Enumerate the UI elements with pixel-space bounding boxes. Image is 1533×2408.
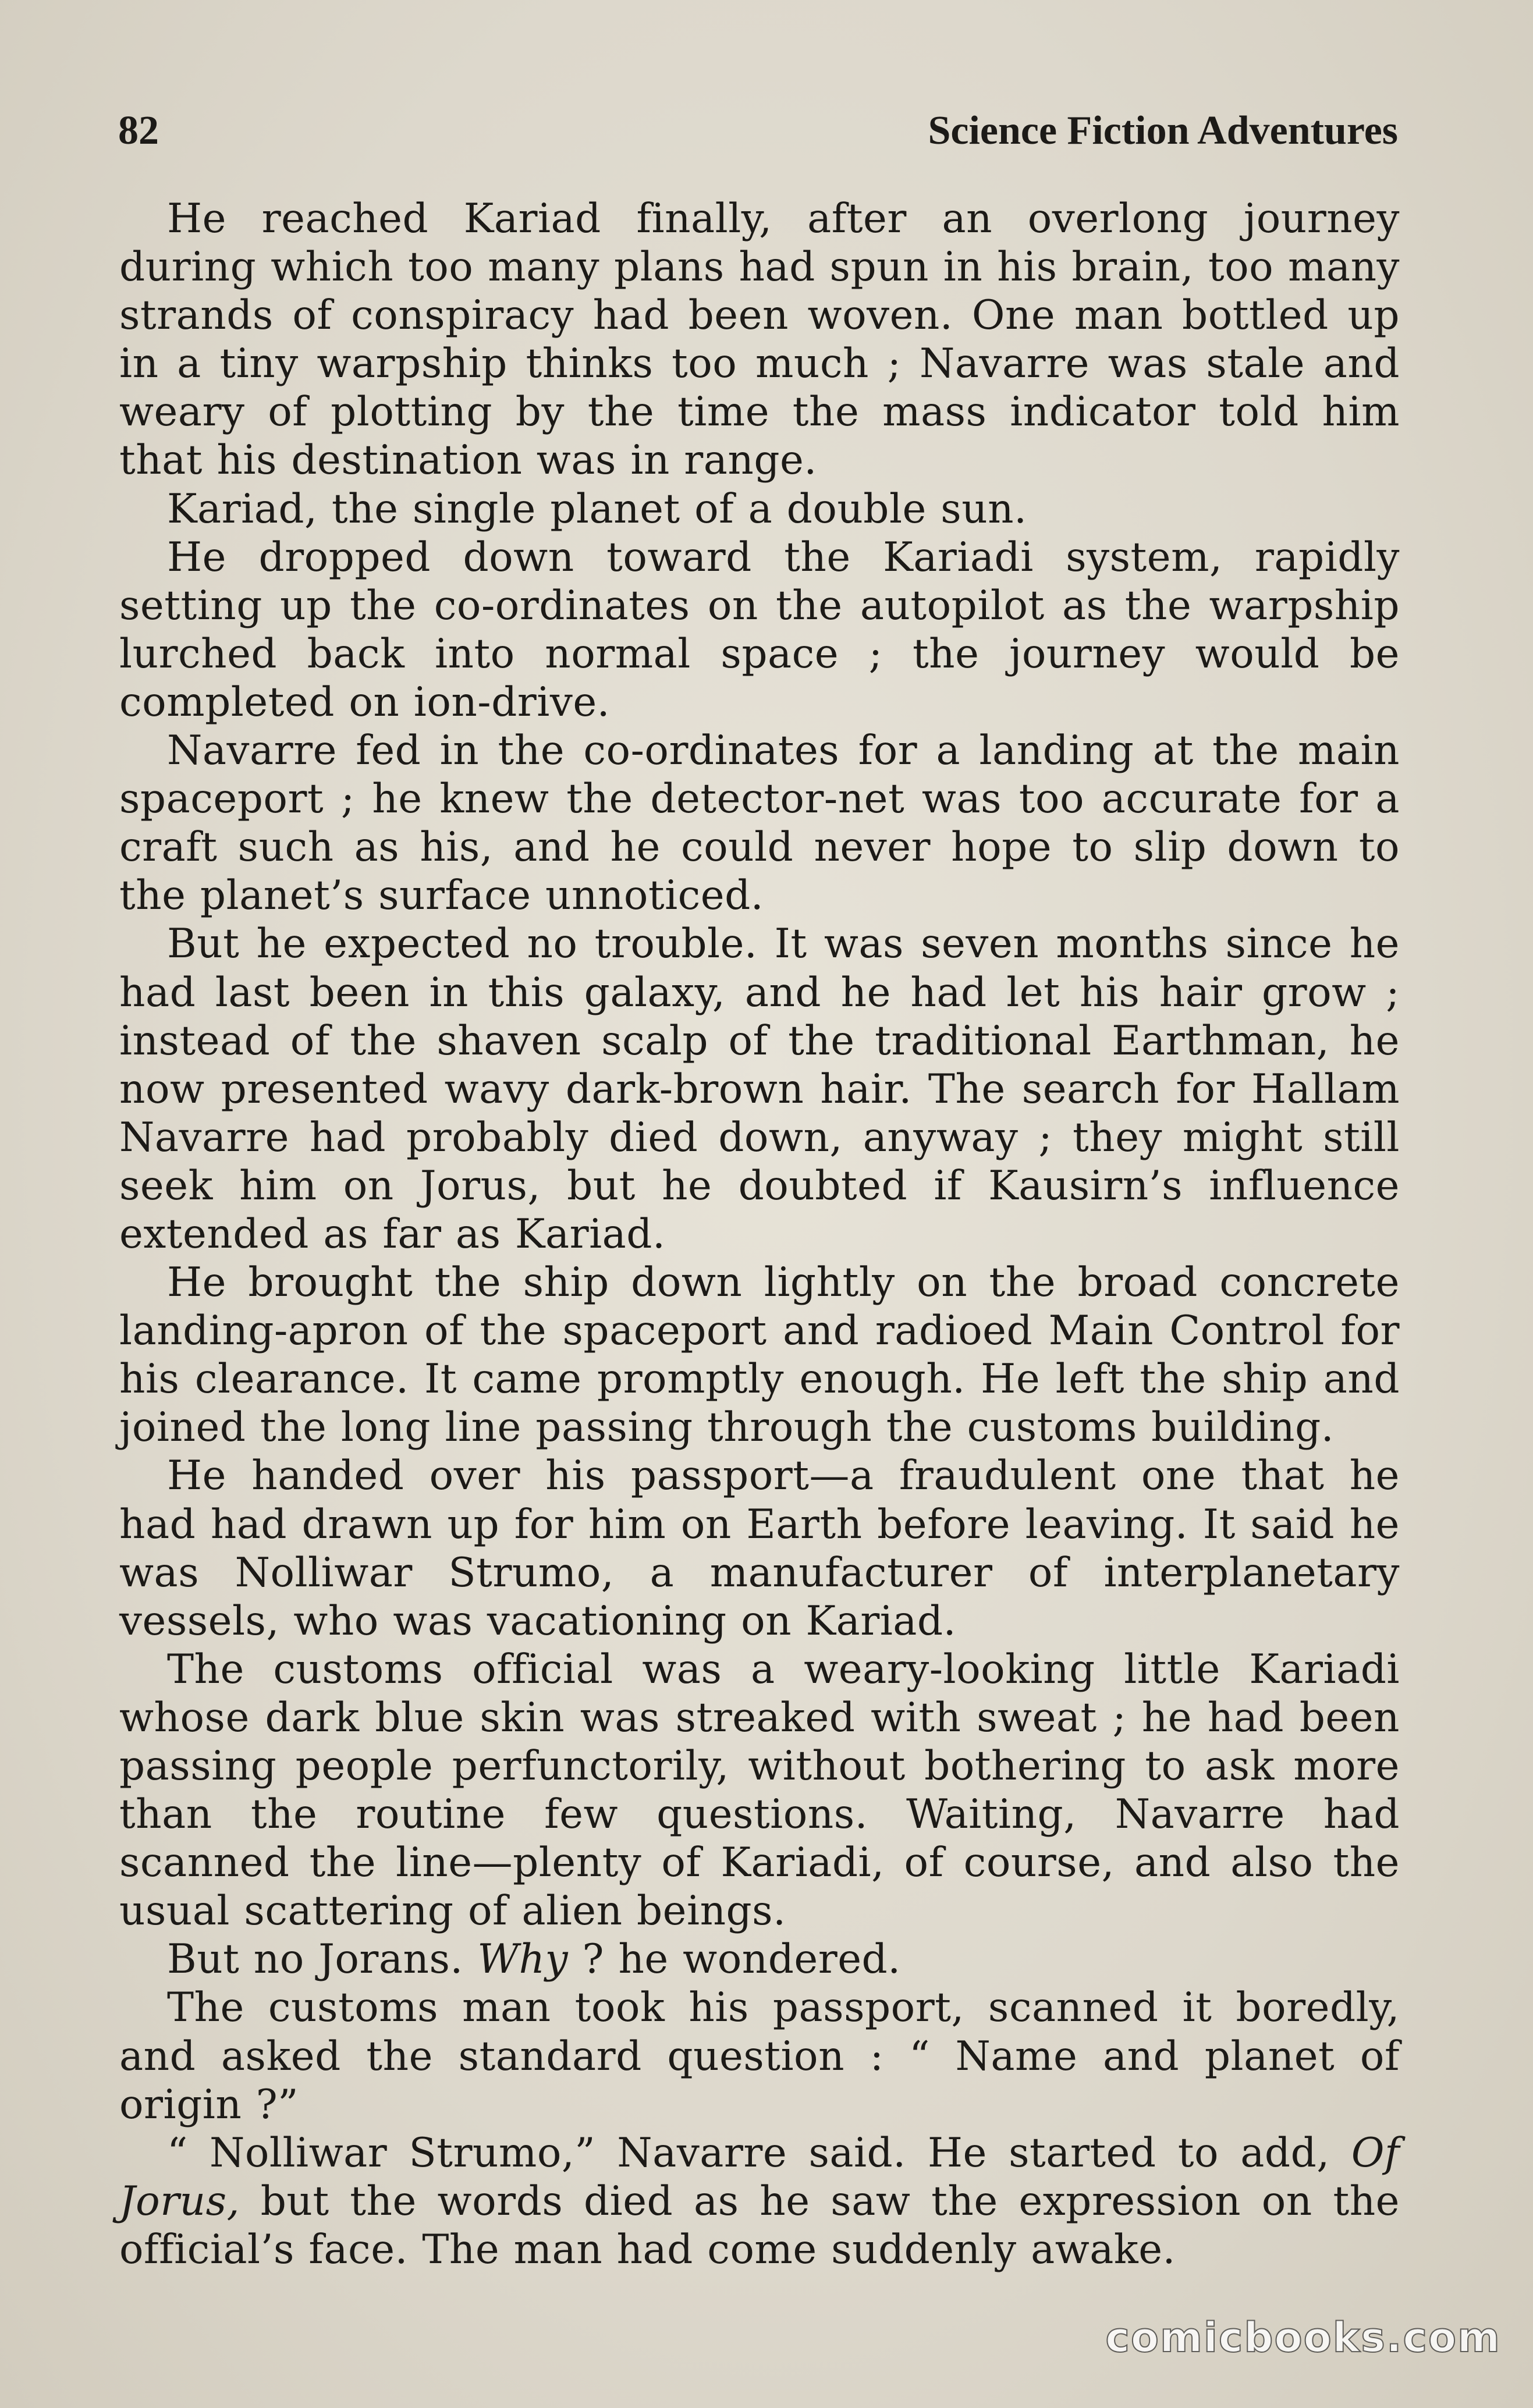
journal-title: Science Fiction Adventures xyxy=(928,108,1398,153)
paragraph xyxy=(119,2129,1400,2274)
text-run: “ Nolliwar Strumo,” Navarre said. He started to add, xyxy=(167,2129,1351,2176)
text-run: but the words died as he saw the expression on the official’s face. The man had come suddenly awake. xyxy=(119,2178,1400,2273)
paragraph: Kariad, the single planet of a double sun. xyxy=(167,485,1027,532)
paragraph: But he expected no trouble. It was seven months since he had last been in this galaxy, and he had let his hair grow ; instead of the shaven scalp of the traditional Earthman, he now presented wavy dark-brown hair. The search for Hallam Navarre had probably died down, anyway ; they might still seek him on Jorus, but he doubted if Kausirn’s influence extended as far as Kariad. xyxy=(119,921,1400,1258)
italic-text: Why xyxy=(477,1936,569,1983)
paragraph: The customs man took his passport, scanned it boredly, and asked the standard question : “ Name and planet of origin ?” xyxy=(119,1984,1400,2128)
paragraph: He handed over his passport—a fraudulent one that he had had drawn up for him on Earth before leaving. It said he was Nolliwar Strumo, a manufacturer of interplanetary vessels, who was vacationing on Kariad. xyxy=(119,1452,1400,1645)
text-run: ? he wondered. xyxy=(568,1936,901,1983)
paragraph: He reached Kariad finally, after an overlong journey during which too many plans had spun in his brain, too many strands of conspiracy had been woven. One man bottled up in a tiny warpship thinks too much ; Navarre was stale and weary of plotting by the time the mass indicator told him that his destination was in range. xyxy=(119,196,1400,484)
page-number: 82 xyxy=(118,108,159,153)
italic-text: Of Jorus, xyxy=(119,2129,1400,2225)
paragraph: Navarre fed in the co-ordinates for a landing at the main spaceport ; he knew the detector-net was too accurate for a craft such as his, and he could never hope to slip down to the planet’s surface unnoticed. xyxy=(119,727,1400,919)
story-text xyxy=(119,195,1400,2274)
paragraph: He dropped down toward the Kariadi system, rapidly setting up the co-ordinates on the autopilot as the warpship lurched back into normal space ; the journey would be completed on ion-drive. xyxy=(119,534,1400,726)
watermark: comicbooks.com xyxy=(1105,2314,1501,2361)
running-head xyxy=(118,102,1398,160)
paragraph: The customs official was a weary-looking little Kariadi whose dark blue skin was streaked with sweat ; he had been passing people perfunctorily, without bothering to ask more than the routine few questions. Waiting, Navarre had scanned the line—plenty of Kariadi, of course, and also the usual scattering of alien beings. xyxy=(119,1646,1400,1935)
paragraph xyxy=(119,1935,1400,1984)
text-run: But no Jorans. xyxy=(167,1936,478,1983)
paragraph: He brought the ship down lightly on the broad concrete landing-apron of the spaceport and radioed Main Control for his clearance. It came promptly enough. He left the ship and joined the long line passing through the customs building. xyxy=(119,1259,1400,1451)
